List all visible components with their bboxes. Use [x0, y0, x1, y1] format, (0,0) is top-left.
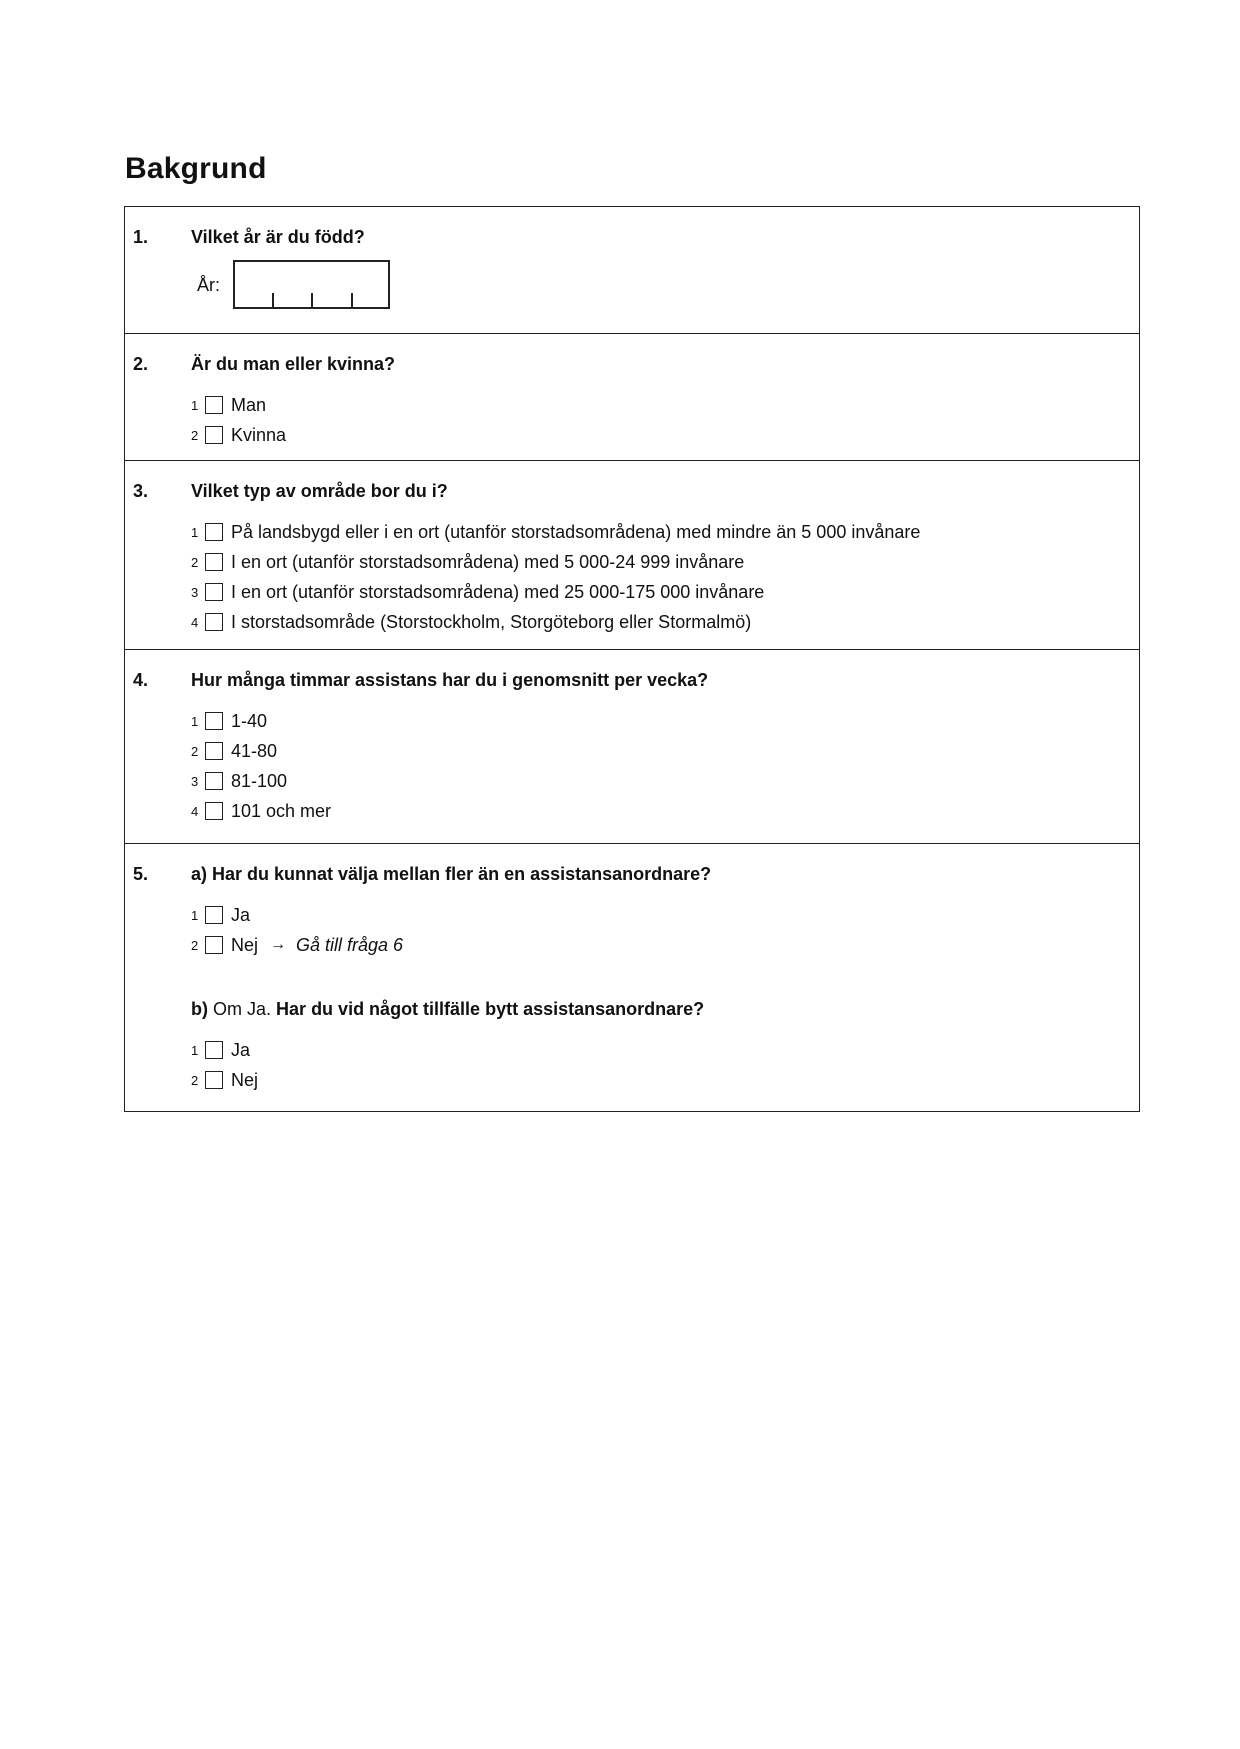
option-label: I en ort (utanför storstadsområdena) med 25 000-175 000 invånare: [231, 581, 765, 602]
checkbox[interactable]: [205, 712, 223, 730]
option-man: [191, 390, 286, 420]
question-text: Vilket år är du född?: [191, 227, 365, 247]
question-number: 3.: [133, 481, 149, 501]
option-code: 1: [191, 1042, 199, 1058]
option-area-2: [191, 547, 920, 577]
question-text: Vilket typ av område bor du i?: [191, 481, 448, 501]
sub-question-condition: Om Ja.: [213, 999, 272, 1019]
question-5b-text: [191, 999, 704, 1020]
option-list: [191, 706, 331, 826]
option-hours-3: [191, 766, 331, 796]
sub-question-prefix: b): [191, 999, 208, 1019]
option-code: 1: [191, 397, 199, 413]
checkbox[interactable]: [205, 396, 223, 414]
option-hours-1: [191, 706, 331, 736]
question-5: [125, 843, 1139, 1111]
option-nej: [191, 930, 403, 960]
option-list-5a: [191, 900, 403, 960]
year-label: År:: [197, 275, 221, 295]
checkbox[interactable]: [205, 1041, 223, 1059]
option-label: Nej: [231, 934, 259, 955]
question-text: Är du man eller kvinna?: [191, 354, 396, 374]
option-code: 2: [191, 743, 199, 759]
question-number: 1.: [133, 227, 149, 247]
option-label: På landsbygd eller i en ort (utanför storstadsområdena) med mindre än 5 000 invånare: [231, 521, 921, 542]
checkbox[interactable]: [205, 1071, 223, 1089]
option-code: 3: [191, 773, 199, 789]
question-3: [125, 460, 1139, 649]
question-number: 5.: [133, 864, 149, 884]
option-list-5b: [191, 1035, 258, 1095]
option-label: I storstadsområde (Storstockholm, Storgöteborg eller Stormalmö): [231, 611, 752, 632]
digit-divider: [272, 293, 274, 307]
option-kvinna: [191, 420, 286, 450]
question-1: [125, 207, 1139, 333]
option-label: Nej: [231, 1069, 259, 1090]
year-input[interactable]: [233, 260, 390, 309]
digit-divider: [311, 293, 313, 307]
question-4: [125, 649, 1139, 843]
option-label: 41-80: [231, 740, 278, 761]
checkbox[interactable]: [205, 802, 223, 820]
option-code: 2: [191, 937, 199, 953]
option-code: 4: [191, 803, 199, 819]
checkbox[interactable]: [205, 772, 223, 790]
digit-divider: [351, 293, 353, 307]
option-code: 1: [191, 907, 199, 923]
page-title: Bakgrund: [125, 152, 267, 185]
option-area-4: [191, 607, 920, 637]
option-code: 1: [191, 524, 199, 540]
sub-question-body: Har du vid något tillfälle bytt assistansanordnare?: [276, 999, 705, 1019]
option-code: 2: [191, 427, 199, 443]
checkbox[interactable]: [205, 613, 223, 631]
question-2: [125, 333, 1139, 460]
option-label: 1-40: [231, 710, 268, 731]
option-code: 3: [191, 584, 199, 600]
option-label: 101 och mer: [231, 800, 332, 821]
checkbox[interactable]: [205, 553, 223, 571]
option-label: 81-100: [231, 770, 288, 791]
option-code: 4: [191, 614, 199, 630]
checkbox[interactable]: [205, 523, 223, 541]
checkbox[interactable]: [205, 936, 223, 954]
option-label: Man: [231, 394, 267, 415]
option-hours-4: [191, 796, 331, 826]
option-area-1: [191, 517, 920, 547]
skip-instruction: Gå till fråga 6: [296, 934, 404, 955]
option-label: Ja: [231, 904, 251, 925]
option-list: [191, 517, 920, 637]
option-label: I en ort (utanför storstadsområdena) med 5 000-24 999 invånare: [231, 551, 745, 572]
option-nej: [191, 1065, 258, 1095]
checkbox[interactable]: [205, 426, 223, 444]
option-list: [191, 390, 286, 450]
question-5a-text: a) Har du kunnat välja mellan fler än en assistansanordnare?: [191, 864, 712, 884]
option-area-3: [191, 577, 920, 607]
option-label: Kvinna: [231, 424, 287, 445]
option-ja: [191, 900, 403, 930]
checkbox[interactable]: [205, 906, 223, 924]
option-code: 2: [191, 1072, 199, 1088]
question-number: 4.: [133, 670, 149, 690]
question-text: Hur många timmar assistans har du i genomsnitt per vecka?: [191, 670, 709, 690]
option-hours-2: [191, 736, 331, 766]
option-code: 2: [191, 554, 199, 570]
option-code: 1: [191, 713, 199, 729]
option-ja: [191, 1035, 258, 1065]
question-number: 2.: [133, 354, 149, 374]
arrow-right-icon: →: [270, 936, 287, 953]
survey-form: [124, 206, 1140, 1112]
checkbox[interactable]: [205, 742, 223, 760]
checkbox[interactable]: [205, 583, 223, 601]
option-label: Ja: [231, 1039, 251, 1060]
